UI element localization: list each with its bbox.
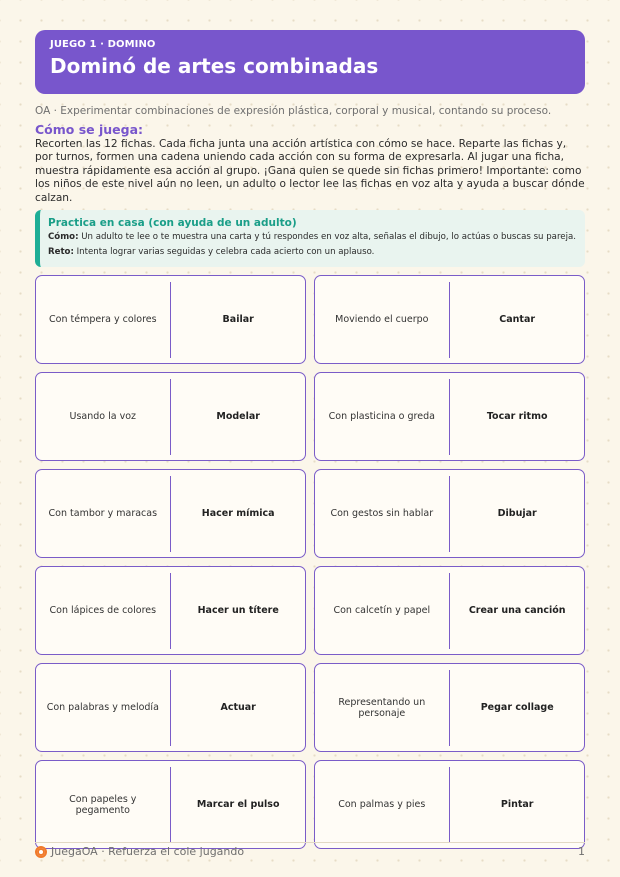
card-right-text: Actuar	[220, 702, 256, 714]
domino-card	[35, 372, 306, 461]
card-right-text: Cantar	[499, 314, 536, 326]
domino-card	[35, 663, 306, 752]
page-number: 1	[578, 845, 585, 858]
card-right-text: Pegar collage	[480, 702, 554, 714]
card-left-text: Usando la voz	[69, 411, 137, 423]
card-left-text: Con papeles y pegamento	[69, 793, 137, 816]
footer-brand-text: JuegaOA · Refuerza el cole jugando	[51, 845, 245, 858]
home-practice-como	[48, 230, 585, 245]
learning-objective: OA · Experimentar combinaciones de expresión plástica, corporal y musical, contando su proceso.	[35, 105, 552, 117]
domino-cards-grid	[35, 275, 585, 849]
como-label: Cómo:	[48, 232, 79, 243]
como-text: Un adulto te lee o te muestra una carta y tú respondes en voz alta, señalas el dibujo, lo actúas o buscas su pareja.	[78, 232, 576, 243]
domino-card	[314, 566, 585, 655]
card-left-text: Con témpera y colores	[49, 314, 157, 326]
home-practice-box	[35, 210, 585, 267]
domino-card	[314, 663, 585, 752]
card-left-text: Con lápices de colores	[49, 605, 157, 617]
card-right-text: Hacer un títere	[197, 605, 279, 617]
domino-card	[314, 760, 585, 849]
footer-brand	[35, 845, 244, 859]
domino-card	[35, 566, 306, 655]
card-left-text: Con gestos sin hablar	[330, 508, 434, 520]
card-right-text: Modelar	[216, 411, 260, 423]
page-footer	[35, 842, 585, 859]
card-right-text: Marcar el pulso	[196, 799, 280, 811]
domino-card	[314, 372, 585, 461]
domino-card	[35, 275, 306, 364]
home-practice-title: Practica en casa (con ayuda de un adulto)	[48, 217, 297, 230]
juegaoa-logo-icon	[35, 846, 47, 858]
domino-card	[35, 760, 306, 849]
card-right-text: Pintar	[500, 799, 534, 811]
reto-label: Reto:	[48, 246, 74, 257]
game-kicker: JUEGO 1 · DOMINO	[50, 39, 156, 50]
card-left-text: Moviendo el cuerpo	[335, 314, 429, 326]
domino-card	[35, 469, 306, 558]
card-right-text: Tocar ritmo	[486, 411, 548, 423]
card-right-text: Crear una canción	[468, 605, 566, 617]
card-right-text: Dibujar	[497, 508, 537, 520]
worksheet-page	[35, 30, 585, 849]
page-header	[35, 30, 585, 94]
how-to-play-text: Recorten las 12 fichas. Cada ficha junta una acción artística con cómo se hace. Reparte las fichas y, por turnos, formen una cadena uniendo cada acción con su forma de expresarla. Al jugar una ficha, muestra rápidamente esa acción al grupo. ¡Gana quien se quede sin fichas primero! Importante: como los niños de este nivel aún no leen, un adulto o lector lee las fichas en voz alta y ayuda a buscar dónde calzan.	[35, 138, 585, 204]
reto-text: Intenta lograr varias seguidas y celebra cada acierto con un aplauso.	[73, 246, 375, 257]
card-right-text: Hacer mímica	[201, 508, 275, 520]
card-left-text: Representando un personaje	[338, 696, 426, 719]
card-left-text: Con tambor y maracas	[48, 508, 158, 520]
how-to-play-title: Cómo se juega:	[35, 122, 144, 137]
card-right-text: Bailar	[222, 314, 254, 326]
domino-card	[314, 275, 585, 364]
domino-card	[314, 469, 585, 558]
page-title: Dominó de artes combinadas	[50, 54, 379, 78]
card-left-text: Con plasticina o greda	[328, 411, 435, 423]
card-left-text: Con calcetín y papel	[333, 605, 431, 617]
card-left-text: Con palabras y melodía	[46, 702, 159, 714]
card-left-text: Con palmas y pies	[338, 799, 426, 811]
home-practice-reto	[48, 245, 585, 260]
